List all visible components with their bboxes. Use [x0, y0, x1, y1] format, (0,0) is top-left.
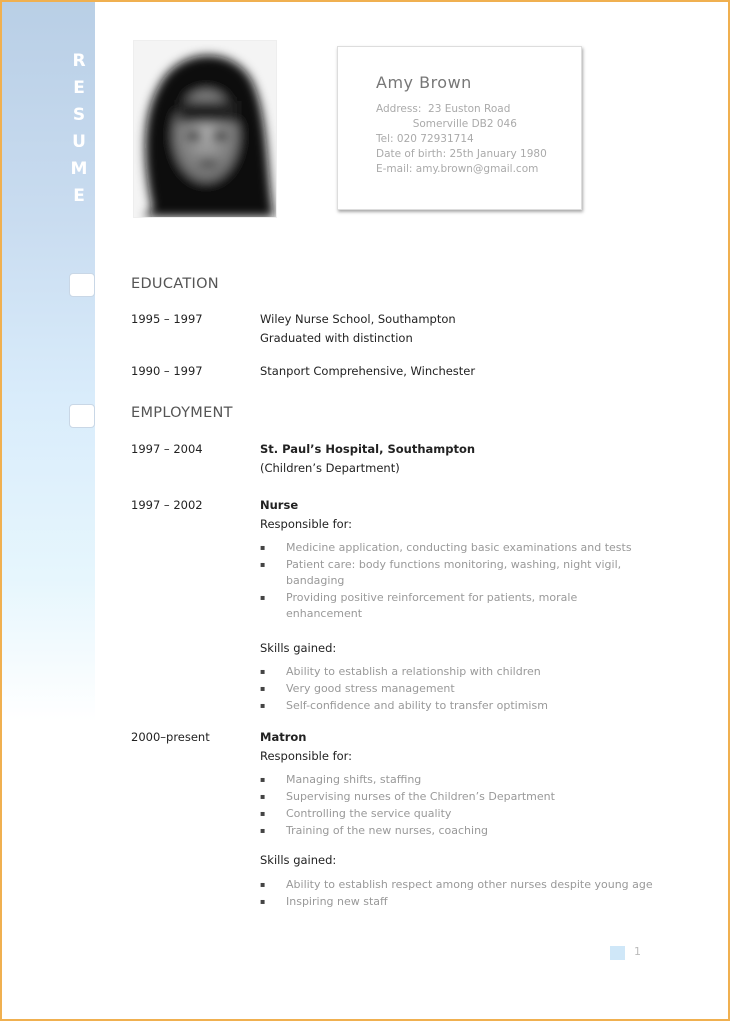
list-item: ▪ Inspiring new staff	[260, 894, 680, 910]
list-item: ▪ Managing shifts, staffing	[260, 772, 680, 788]
job-title: Nurse	[260, 498, 299, 512]
list-item: ▪ Training of the new nurses, coaching	[260, 823, 680, 839]
skills-list	[260, 877, 680, 911]
title-letter: S	[72, 105, 86, 125]
date-of-birth: Date of birth: 25th January 1980	[376, 148, 547, 160]
telephone: Tel: 020 72931714	[376, 133, 474, 145]
title-letter: U	[72, 132, 86, 152]
email-address: E-mail: amy.brown@gmail.com	[376, 163, 539, 175]
responsibilities-label: Responsible for:	[260, 517, 353, 531]
list-item: ▪ Providing positive reinforcement for patients, morale enhancement	[260, 590, 616, 622]
page-number: 1	[634, 945, 641, 958]
school-name: Wiley Nurse School, Southampton	[260, 312, 456, 326]
list-item: ▪ Ability to establish a relationship with children	[260, 664, 680, 680]
section-marker	[69, 273, 95, 297]
resume-vertical-title	[69, 48, 89, 210]
education-dates: 1995 – 1997	[131, 312, 203, 326]
title-letter: R	[72, 51, 86, 71]
list-item: ▪ Ability to establish respect among other nurses despite young age	[260, 877, 680, 893]
list-item: ▪ Patient care: body functions monitoring, washing, night vigil, bandaging	[260, 557, 650, 589]
title-letter: M	[70, 159, 88, 179]
job-dates: 1997 – 2002	[131, 498, 203, 512]
list-item: ▪ Supervising nurses of the Children’s Department	[260, 789, 680, 805]
applicant-name: Amy Brown	[376, 73, 472, 92]
employment-heading: EMPLOYMENT	[131, 405, 233, 421]
responsibilities-list	[260, 772, 680, 840]
responsibilities-label: Responsible for:	[260, 749, 353, 763]
skills-label: Skills gained:	[260, 853, 337, 867]
list-item: ▪ Very good stress management	[260, 681, 680, 697]
school-note: Graduated with distinction	[260, 331, 413, 345]
employer-name: St. Paul’s Hospital, Southampton	[260, 442, 476, 456]
title-letter: E	[73, 186, 85, 206]
profile-photo	[133, 40, 277, 218]
skills-list	[260, 664, 680, 715]
list-item: ▪ Controlling the service quality	[260, 806, 680, 822]
list-item: ▪ Medicine application, conducting basic examinations and tests	[260, 540, 650, 556]
job-dates: 2000–present	[131, 730, 210, 744]
contact-card	[337, 46, 582, 210]
employment-dates: 1997 – 2004	[131, 442, 203, 456]
employer-department: (Children’s Department)	[260, 461, 400, 475]
section-marker	[69, 404, 95, 428]
responsibilities-list	[260, 540, 650, 623]
employer-entry	[260, 440, 475, 478]
education-dates: 1990 – 1997	[131, 364, 203, 378]
job-header	[260, 728, 352, 766]
address-line: Address: 23 Euston Road	[376, 103, 511, 115]
job-title: Matron	[260, 730, 307, 744]
list-item: ▪ Self-confidence and ability to transfer optimism	[260, 698, 680, 714]
address-line-2: Somerville DB2 046	[376, 118, 517, 130]
contact-details	[376, 102, 547, 177]
job-header	[260, 496, 352, 534]
page-marker	[610, 946, 625, 960]
skills-label: Skills gained:	[260, 641, 337, 655]
school-name: Stanport Comprehensive, Winchester	[260, 364, 476, 378]
title-letter: E	[73, 78, 85, 98]
education-heading: EDUCATION	[131, 276, 219, 292]
education-entry	[260, 310, 456, 348]
